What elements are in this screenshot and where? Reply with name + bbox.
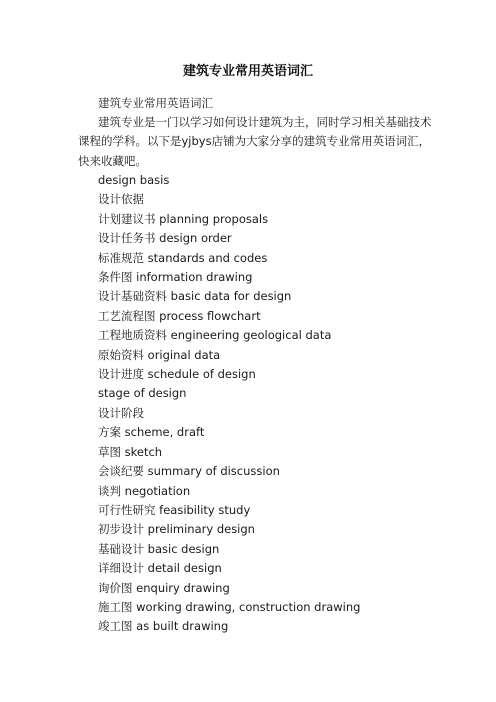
- term-list: [98, 171, 360, 637]
- term-line: stage of design: [98, 386, 187, 401]
- term-line: 会谈纪要 summary of discussion: [98, 464, 280, 479]
- term-line: 竣工图 as built drawing: [98, 619, 229, 634]
- term-line: 设计阶段: [98, 405, 144, 420]
- term-line: 工程地质资料 engineering geological data: [98, 328, 332, 343]
- term-line: 施工图 working drawing, construction drawing: [98, 599, 361, 614]
- term-line: 条件图 information drawing: [98, 270, 253, 285]
- intro-paragraph: 建筑专业是一门以学习如何设计建筑为主，同时学习相关基础技术课程的学科。以下是yjbys店铺为大家分享的建筑专业常用英语词汇，快来收藏吧。: [78, 115, 432, 168]
- document-title: 建筑专业常用英语词汇: [182, 64, 313, 79]
- term-line: design basis: [98, 173, 170, 187]
- term-line: 详细设计 detail design: [98, 561, 222, 576]
- term-line: 设计依据: [98, 192, 144, 207]
- document-subtitle: 建筑专业常用英语词汇: [98, 96, 213, 110]
- term-line: 方案 scheme, draft: [98, 425, 205, 440]
- term-line: 草图 sketch: [98, 444, 163, 459]
- document-subtitle-block: [98, 94, 438, 113]
- term-line: 初步设计 preliminary design: [98, 522, 255, 537]
- term-line: 设计进度 schedule of design: [98, 367, 256, 382]
- term-line: 工艺流程图 process flowchart: [98, 308, 261, 323]
- term-line: 基础设计 basic design: [98, 541, 220, 556]
- term-line: 谈判 negotiation: [98, 483, 191, 498]
- term-line: 设计基础资料 basic data for design: [98, 289, 292, 304]
- term-line: 标准规范 standards and codes: [98, 250, 268, 265]
- term-line: 询价图 enquiry drawing: [98, 580, 230, 595]
- term-line: 计划建议书 planning proposals: [98, 211, 269, 226]
- term-line: 可行性研究 feasibility study: [98, 502, 251, 517]
- term-line: 设计任务书 design order: [98, 231, 232, 246]
- term-line: 原始资料 original data: [98, 347, 221, 362]
